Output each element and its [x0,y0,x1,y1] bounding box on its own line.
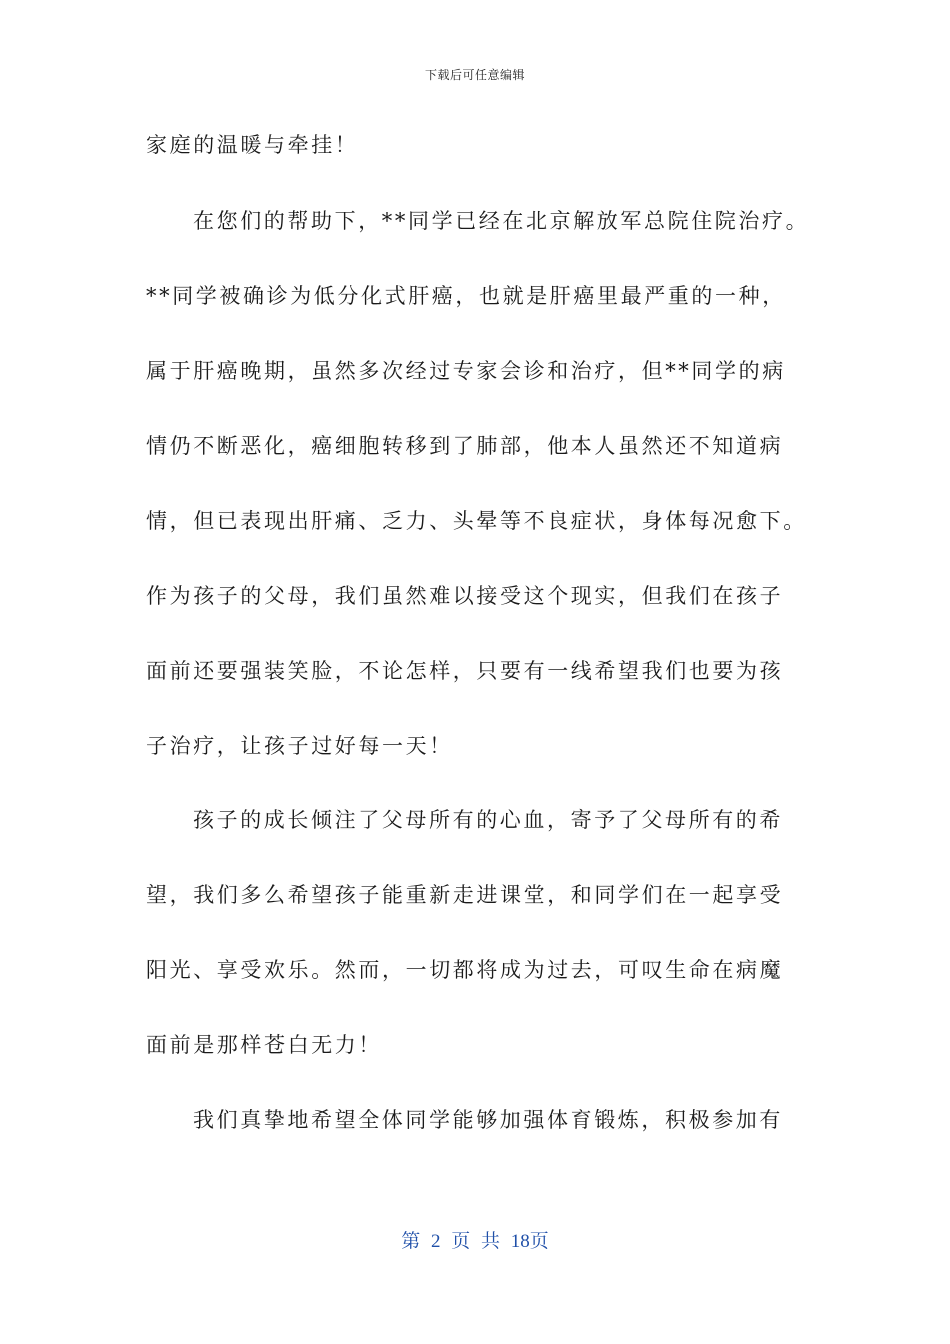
paragraph-first-line: 孩子的成长倾注了父母所有的心血，寄予了父母所有的希 [193,808,783,832]
text-line: **同学被确诊为低分化式肝癌，也就是肝癌里最严重的一种， [146,284,786,308]
text-line: 望，我们多么希望孩子能重新走进课堂，和同学们在一起享受 [146,883,784,907]
text-line: 情，但已表现出肝痛、乏力、头晕等不良症状，身体每况愈下。 [146,509,807,533]
paragraph-first-line: 在您们的帮助下，**同学已经在北京解放军总院住院治疗。 [193,209,810,233]
text-line: 家庭的温暖与牵挂！ [146,133,359,157]
text-line: 作为孩子的父母，我们虽然难以接受这个现实，但我们在孩子 [146,584,784,608]
text-line: 属于肝癌晚期，虽然多次经过专家会诊和治疗，但**同学的病 [146,359,786,383]
text-line: 面前还要强装笑脸，不论怎样，只要有一线希望我们也要为孩 [146,659,784,683]
page-header: 下载后可任意编辑 [424,68,525,82]
paragraph-first-line: 我们真挚地希望全体同学能够加强体育锻炼，积极参加有 [193,1108,783,1132]
text-line: 阳光、享受欢乐。然而，一切都将成为过去，可叹生命在病魔 [146,958,784,982]
text-line: 面前是那样苍白无力！ [146,1033,382,1057]
page-number-footer: 第 2 页 共 18页 [401,1231,549,1252]
text-line: 情仍不断恶化，癌细胞转移到了肺部，他本人虽然还不知道病 [146,434,784,458]
text-line: 子治疗，让孩子过好每一天！ [146,734,453,758]
